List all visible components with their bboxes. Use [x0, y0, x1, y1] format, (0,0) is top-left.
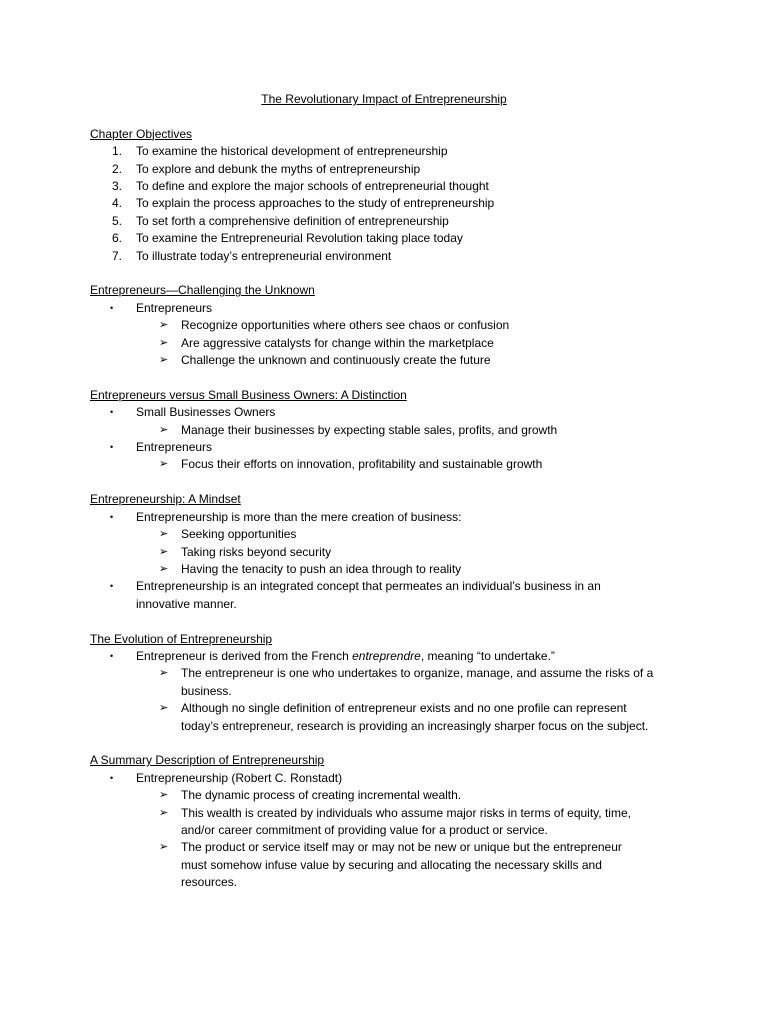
sub-item-text: Recognize opportunities where others see chaos or confusion: [181, 318, 510, 333]
sub-item: [136, 544, 728, 561]
section-chapter-objectives: [90, 126, 728, 265]
sub-item-text-line: must somehow infuse value by securing and allocating the necessary skills and: [181, 857, 602, 872]
list-item-text: To set forth a comprehensive definition of entrepreneurship: [136, 213, 449, 228]
sub-item-text: Challenge the unknown and continuously create the future: [181, 353, 491, 368]
list-item-text: To define and explore the major schools of entrepreneurial thought: [136, 179, 489, 194]
list-item: [90, 248, 728, 265]
bullet-list: [90, 300, 728, 370]
bullet-item: [90, 439, 728, 474]
sub-item-text-line: The entrepreneur is one who undertakes to organize, manage, and assume the risks of a: [181, 666, 654, 681]
sub-item: [136, 787, 728, 804]
section-heading: Entrepreneurs—Challenging the Unknown: [90, 283, 315, 298]
sub-item: [136, 352, 728, 369]
sub-item-text: The dynamic process of creating incremental wealth.: [181, 788, 462, 803]
bullet-text-line: innovative manner.: [136, 596, 237, 611]
list-item: [90, 161, 728, 178]
sub-item-text-line: resources.: [181, 875, 238, 890]
sub-list: [136, 787, 728, 891]
sub-item: [136, 317, 728, 334]
bullet-item: [90, 509, 728, 579]
arrow-icon: ➢: [159, 423, 169, 436]
bullet-icon: •: [110, 442, 114, 453]
arrow-icon: ➢: [159, 562, 169, 575]
sub-item-text: Focus their efforts on innovation, profitability and sustainable growth: [181, 457, 543, 472]
list-number: 3.: [112, 179, 123, 194]
list-item-text: To explore and debunk the myths of entrepreneurship: [136, 161, 421, 176]
section-mindset: [90, 491, 728, 613]
section-heading: Chapter Objectives: [90, 126, 193, 141]
list-item: [90, 143, 728, 160]
document-title: The Revolutionary Impact of Entrepreneurship: [261, 92, 507, 106]
sub-list: [136, 317, 728, 369]
bullet-list: [90, 404, 728, 474]
section-heading: Entrepreneurs versus Small Business Owners: A Distinction: [90, 387, 407, 402]
list-number: 6.: [112, 231, 123, 246]
bullet-text-line: Entrepreneurship is an integrated concept that permeates an individual’s business in an: [136, 579, 601, 594]
sub-item-text-line: business.: [181, 683, 232, 698]
arrow-icon: ➢: [159, 336, 169, 349]
arrow-icon: ➢: [159, 458, 169, 471]
objectives-list: [90, 143, 728, 265]
section-heading: The Evolution of Entrepreneurship: [90, 631, 273, 646]
sub-item: [136, 456, 728, 473]
bullet-item: [90, 578, 728, 613]
list-number: 2.: [112, 161, 123, 176]
arrow-icon: ➢: [159, 702, 169, 715]
list-number: 7.: [112, 248, 123, 263]
bullet-icon: •: [110, 511, 114, 522]
arrow-icon: ➢: [159, 545, 169, 558]
arrow-icon: ➢: [159, 789, 169, 802]
sub-item-text: Taking risks beyond security: [181, 544, 332, 559]
section-summary-description: [90, 752, 728, 891]
bullet-text: Entrepreneur is derived from the French: [136, 648, 353, 663]
bullet-item: [90, 404, 728, 439]
sub-item: [136, 561, 728, 578]
list-item-text: To examine the Entrepreneurial Revolution taking place today: [136, 231, 463, 246]
arrow-icon: ➢: [159, 841, 169, 854]
section-small-business-distinction: [90, 387, 728, 474]
bullet-text: Entrepreneurs: [136, 300, 213, 315]
sub-list: [136, 422, 728, 439]
bullet-text: Entrepreneurship (Robert C. Ronstadt): [136, 770, 343, 785]
sub-item: [136, 700, 728, 735]
list-number: 5.: [112, 213, 123, 228]
bullet-item: [90, 300, 728, 370]
sub-item-text-line: and/or career commitment of providing value for a product or service.: [181, 822, 548, 837]
section-heading: Entrepreneurship: A Mindset: [90, 492, 241, 507]
sub-item-text-line: The product or service itself may or may not be new or unique but the entrepreneur: [181, 840, 622, 855]
list-item: [90, 213, 728, 230]
bullet-text: Small Businesses Owners: [136, 405, 276, 420]
sub-item: [136, 422, 728, 439]
list-number: 1.: [112, 144, 123, 159]
bullet-item: [90, 770, 728, 892]
italic-term: entreprendre: [352, 648, 421, 663]
sub-list: [136, 456, 728, 473]
list-item-text: To examine the historical development of entrepreneurship: [136, 144, 448, 159]
arrow-icon: ➢: [159, 319, 169, 332]
list-item: [90, 195, 728, 212]
list-item-text: To explain the process approaches to the study of entrepreneurship: [136, 196, 495, 211]
bullet-item: [90, 648, 728, 735]
arrow-icon: ➢: [159, 354, 169, 367]
sub-item-text: Seeking opportunities: [181, 527, 297, 542]
bullet-list: [90, 770, 728, 892]
sub-item: [136, 839, 728, 891]
sub-item-text-line: This wealth is created by individuals who assume major risks in terms of equity, time,: [181, 805, 631, 820]
sub-item-text-line: Although no single definition of entrepreneur exists and no one profile can represent: [181, 701, 627, 716]
list-item: [90, 178, 728, 195]
bullet-text: , meaning “to undertake.”: [420, 648, 555, 663]
sub-item: [136, 665, 728, 700]
sub-item: [136, 805, 728, 840]
sub-item-text: Having the tenacity to push an idea through to reality: [181, 561, 462, 576]
bullet-icon: •: [110, 772, 114, 783]
bullet-list: [90, 648, 728, 735]
bullet-text: Entrepreneurship is more than the mere creation of business:: [136, 509, 462, 524]
bullet-text: Entrepreneurs: [136, 440, 213, 455]
bullet-icon: •: [110, 581, 114, 592]
section-heading: A Summary Description of Entrepreneurship: [90, 753, 325, 768]
sub-list: [136, 526, 728, 578]
arrow-icon: ➢: [159, 806, 169, 819]
sub-item: [136, 526, 728, 543]
bullet-icon: •: [110, 650, 114, 661]
arrow-icon: ➢: [159, 667, 169, 680]
bullet-icon: •: [110, 302, 114, 313]
arrow-icon: ➢: [159, 528, 169, 541]
bullet-list: [90, 509, 728, 613]
sub-item-text-line: today’s entrepreneur, research is providing an increasingly sharper focus on the subject.: [181, 718, 649, 733]
section-evolution: [90, 631, 728, 735]
section-challenging-unknown: [90, 282, 728, 369]
sub-item-text: Manage their businesses by expecting stable sales, profits, and growth: [181, 422, 558, 437]
bullet-icon: •: [110, 407, 114, 418]
sub-item-text: Are aggressive catalysts for change within the marketplace: [181, 335, 494, 350]
sub-list: [136, 665, 728, 735]
sub-item: [136, 335, 728, 352]
list-item: [90, 230, 728, 247]
list-item-text: To illustrate today’s entrepreneurial environment: [136, 248, 392, 263]
list-number: 4.: [112, 196, 123, 211]
